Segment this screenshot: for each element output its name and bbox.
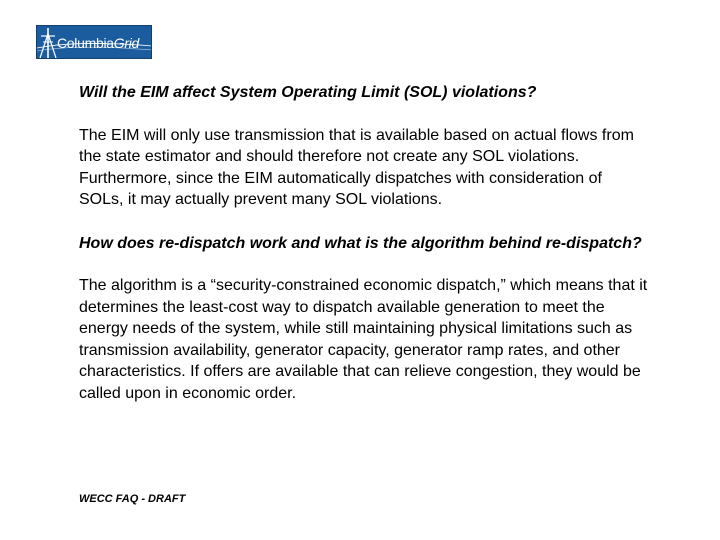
logo-text-part2: Grid [113,35,139,51]
faq-answer-2: The algorithm is a “security-constrained economic dispatch,” which means that it determines the least-cost way to dispatch available generation to meet the energy needs of the system, while still maintaining physical limitations such as transmission availability, generator capacity, generator ramp rates, and other characteristics. If offers are available that can relieve congestion, they would be called upon in economic order. [79,277,648,402]
faq-question-2: How does re-dispatch work and what is the algorithm behind re-dispatch? [79,234,642,252]
faq-content [79,82,649,404]
footer-label: WECC FAQ - DRAFT [79,493,186,505]
logo-text [57,35,139,51]
columbiagrid-logo [36,25,152,59]
faq-answer-1: The EIM will only use transmission that is available based on actual flows from the state estimator and should therefore not create any SOL violations. Furthermore, since the EIM automatically dispatches with consideration of SOLs, it may actually prevent many SOL violations. [79,126,634,208]
faq-question-1: Will the EIM affect System Operating Limit (SOL) violations? [79,84,537,101]
logo-text-part1: Columbia [57,35,114,51]
